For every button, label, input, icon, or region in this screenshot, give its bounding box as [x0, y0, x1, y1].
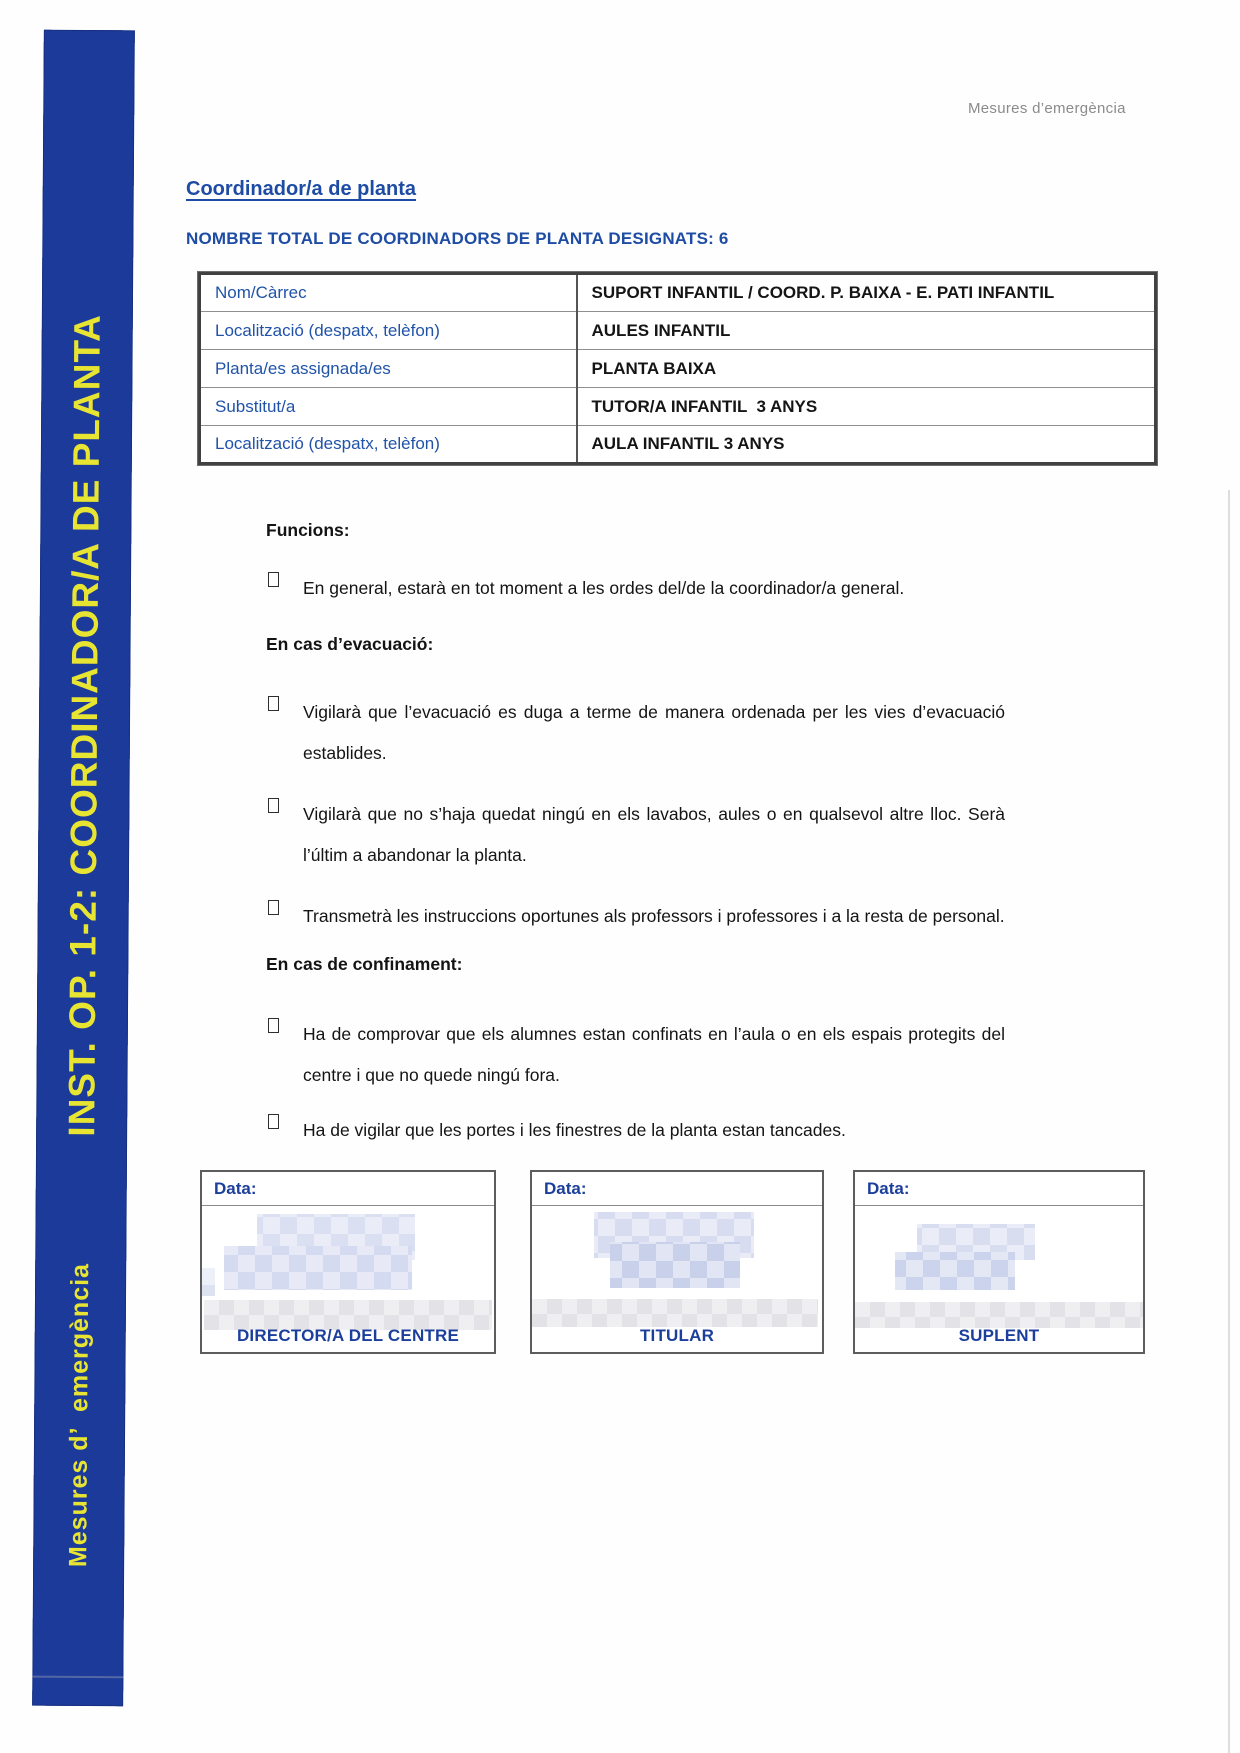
section-heading-confinament: En cas de confinament:: [266, 954, 463, 974]
checkbox-bullet-icon: [268, 572, 279, 587]
date-label: Data:: [214, 1179, 257, 1198]
row-value: TUTOR/A INFANTIL 3 ANYS: [577, 388, 1156, 426]
checkbox-bullet-icon: [268, 696, 279, 711]
spine-footer: Mesures d’ emergència: [64, 1262, 95, 1568]
pixelated-signature: [224, 1246, 412, 1290]
signature-box-titular: [530, 1170, 824, 1354]
section-heading-evacuacio: En cas d’evacuació:: [266, 634, 434, 654]
row-value: SUPORT INFANTIL / COORD. P. BAIXA - E. PATI INFANTIL: [591, 283, 1055, 302]
pixelated-signature: [895, 1252, 1015, 1290]
table-row: [200, 388, 1156, 426]
page-title: Coordinador/a de planta: [186, 178, 417, 200]
list-item-text: Ha de comprovar que els alumnes estan confinats en l’aula o en els espais protegits del centre i que no quede ningú fora.: [303, 1024, 1005, 1085]
list-item: [268, 794, 1005, 876]
row-label: Localització (despatx, telèfon): [200, 426, 577, 464]
signature-box-director: [200, 1170, 496, 1354]
spine-title: INST. OP. 1-2: COORDINADOR/A DE PLANTA: [60, 313, 108, 1137]
list-item-text: Transmetrà les instruccions oportunes als professors i professores i a la resta de personal.: [303, 906, 1005, 926]
signature-role-label: TITULAR: [639, 1326, 715, 1345]
table-row: [200, 426, 1156, 464]
checkbox-bullet-icon: [268, 1018, 279, 1033]
signature-role-label: SUPLENT: [958, 1326, 1040, 1345]
document-spine: [32, 30, 135, 1707]
coordinator-table: [198, 272, 1157, 465]
section-heading-funcions: Funcions:: [266, 520, 350, 540]
signature-box-divider: [202, 1205, 494, 1206]
signature-box-suplent: [853, 1170, 1145, 1354]
spine-footer-container: [33, 1230, 127, 1601]
row-label: Nom/Càrrec: [200, 274, 577, 312]
signature-box-divider: [855, 1205, 1143, 1206]
page-subtitle: NOMBRE TOTAL DE COORDINADORS DE PLANTA DESIGNATS: 6: [186, 229, 729, 248]
table-row: [200, 350, 1156, 388]
table-row: [200, 312, 1156, 350]
row-label: Planta/es assignada/es: [200, 350, 577, 388]
list-item: [268, 896, 1005, 937]
list-item: [268, 568, 1005, 609]
header-note: Mesures d’emergència: [968, 100, 1126, 117]
checkbox-bullet-icon: [268, 900, 279, 915]
spine-title-container: [36, 315, 133, 1136]
list-item-text: Ha de vigilar que les portes i les finestres de la planta estan tancades.: [303, 1120, 846, 1140]
table-row: [200, 274, 1156, 312]
date-label: Data:: [867, 1179, 910, 1198]
list-item: [268, 1014, 1005, 1096]
date-label: Data:: [544, 1179, 587, 1198]
checkbox-bullet-icon: [268, 1114, 279, 1129]
checkbox-bullet-icon: [268, 798, 279, 813]
signature-box-divider: [532, 1205, 822, 1206]
row-label: Localització (despatx, telèfon): [200, 312, 577, 350]
pixelated-signature: [610, 1242, 740, 1288]
list-item-text: Vigilarà que no s’haja quedat ningú en els lavabos, aules o en qualsevol altre lloc. Serà l’últim a abandonar la planta.: [303, 804, 1005, 865]
row-value: AULA INFANTIL 3 ANYS: [577, 426, 1156, 464]
scan-edge-line: [1228, 490, 1230, 1753]
row-label: Substitut/a: [200, 388, 577, 426]
pixelated-redaction-band: [532, 1299, 818, 1327]
pixelated-redaction-band: [855, 1302, 1143, 1328]
list-item-text: En general, estarà en tot moment a les ordes del/de la coordinador/a general.: [303, 578, 905, 598]
pixelated-signature: [202, 1268, 215, 1296]
list-item-text: Vigilarà que l’evacuació es duga a terme de manera ordenada per les vies d’evacuació establides.: [303, 702, 1005, 763]
list-item: [268, 692, 1005, 774]
signature-role-label: DIRECTOR/A DEL CENTRE: [236, 1326, 460, 1345]
list-item: [268, 1110, 1005, 1151]
row-value: AULES INFANTIL: [577, 312, 1156, 350]
row-value: PLANTA BAIXA: [577, 350, 1156, 388]
